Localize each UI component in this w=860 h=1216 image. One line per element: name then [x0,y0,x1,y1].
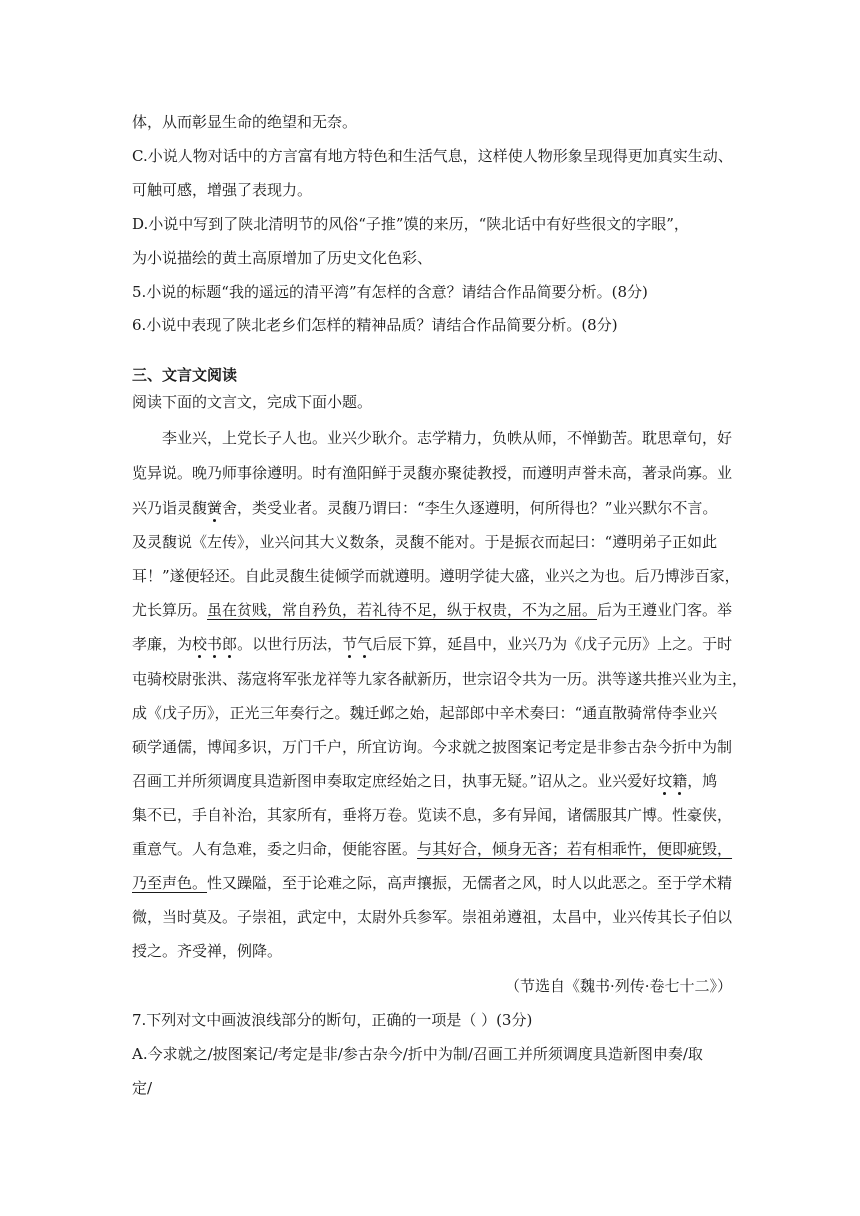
underlined-sentence: 虽在贫贱，常自矜负，若礼待不足，纵于权贵，不为之屈。 [207,601,598,619]
passage-text: 重意气。人有急难，委之归命，便能容匿。 [132,840,418,858]
passage-line: 授之。齐受禅，例降。 [132,942,283,960]
passage-text: 。以世行历法， [237,635,343,653]
passage-line [132,740,732,755]
passage-line: 集不已，手自补治，其家所有，垂将万卷。览读不息，多有异闻，诸儒服其广博。性豪侠， [132,806,733,824]
passage-text: 舍，类受业者。灵馥乃谓曰：“李生久逐遵明，何所得也？”业兴默尔不言。 [222,499,718,517]
option-c-line-1: C.小说人物对话中的方言富有地方特色和生活气息，这样使人物形象呈现得更加真实生动、 [132,147,733,165]
dotted-word [342,635,372,653]
passage-text: 后辰下算，延昌中，业兴乃为《戊子元历》上之。于时 [372,635,733,653]
passage-line [132,501,717,516]
dotted-char: 郎 [222,635,238,653]
dotted-char: 节 [342,635,358,653]
passage-text: 孝廉，为 [132,635,193,653]
passage-line: 耳！”遂便轻还。自此灵馥生徒倾学而就遵明。遵明学徒大盛，业兴之为也。后乃博涉百家， [132,567,740,585]
passage-line: 览异说。晚乃师事徐遵明。时有渔阳鲜于灵馥亦聚徒教授，而遵明声誉未高，著录尚寡。业 [132,464,733,482]
passage-text: 兴乃诣灵馥 [132,499,208,517]
wavy-line-sentence: 今求就之披图案记考定是非参古杂今折中为制 [432,738,733,756]
dotted-char: 气 [357,635,373,653]
passage-line [132,603,732,618]
passage-line: 成《戊子历》，正光三年奏行之。魏迁邺之始，起部郎中辛术奏曰：“通直散骑常侍李业兴 [132,704,718,722]
underlined-sentence: 乃至声色。 [132,874,208,892]
passage-line: 微，当时莫及。子崇祖，武定中，太尉外兵参军。崇祖弟遵祖，太昌中，业兴传其长子伯以 [132,908,733,926]
passage-text: 性又躁隘，至于论难之际，高声攘振，无儒者之风，时人以此恶之。至于学术精 [207,874,733,892]
dotted-word [192,635,237,653]
passage-text: 硕学通儒，博闻多识，万门千户，所宜访询。 [132,738,433,756]
passage-line [132,637,732,652]
section-instruction: 阅读下面的文言文，完成下面小题。 [132,393,373,411]
passage-text: 尤长算历。 [132,601,208,619]
passage-text: ”诏从之。业兴爱好 [529,772,658,790]
dotted-char: 坟 [657,772,673,790]
section-heading: 三、文言文阅读 [132,366,238,384]
dotted-word: 黉 [207,499,223,517]
passage-line [132,842,732,857]
question-7: 7.下列对文中画波浪线部分的断句，正确的一项是（ ）(3分) [132,1011,533,1029]
option-d-line-1: D.小说中写到了陕北清明节的风俗“子推”馍的来历，“陕北话中有好些很文的字眼”， [132,215,689,233]
passage-text: ，鸠 [687,772,718,790]
option-c-line-2: 可触可感，增强了表现力。 [132,181,313,199]
option-a-line-1: A.今求就之/披图案记/考定是非/参古杂今/折中为制/召画工并所须调度具造新图申奏/取 [132,1045,703,1063]
passage-line: 屯骑校尉张洪、荡寇将军张龙祥等九家各献新历，世宗诏令共为一历。洪等遂共推兴业为主， [132,670,748,688]
passage-line: 及灵馥说《左传》，业兴问其大义数条，灵馥不能对。于是振衣而起曰：“遵明弟子正如此 [132,533,718,551]
wavy-line-sentence: 召画工并所须调度具造新图申奏取定庶经始之日，执事无疑。 [132,772,530,790]
passage-source: （节选自《魏书·列传·卷七十二》） [504,977,732,995]
passage-line [132,774,717,789]
text-line: 体，从而彰显生命的绝望和无奈。 [132,113,358,131]
passage-text: 后为王遵业门客。举 [597,601,733,619]
dotted-char: 籍 [672,772,688,790]
option-d-line-2: 为小说描绘的黄土高原增加了历史文化色彩、 [132,249,433,267]
option-a-line-2: 定/ [132,1079,153,1097]
dotted-char: 校 [192,635,208,653]
question-6: 6.小说中表现了陕北老乡们怎样的精神品质？请结合作品简要分析。(8分) [132,316,618,334]
passage-line: 李业兴，上党长子人也。业兴少耿介。志学精力，负帙从师，不惮勤苦。耽思章句，好 [162,429,733,447]
dotted-char: 书 [207,635,223,653]
passage-line [132,876,732,891]
question-5: 5.小说的标题“我的遥远的清平湾”有怎样的含意？请结合作品简要分析。(8分) [132,283,648,301]
dotted-word [657,772,687,790]
underlined-sentence: 与其好合，倾身无吝；若有相乖忤，便即疵毁， [417,840,733,858]
